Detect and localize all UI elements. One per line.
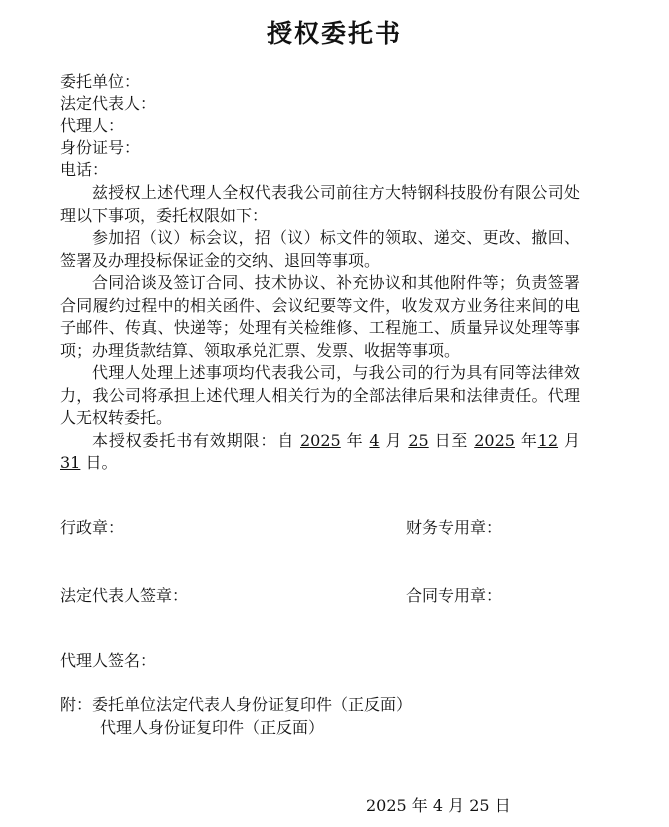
admin-seal-label: 行政章： xyxy=(60,518,125,537)
agent-field: 代理人： xyxy=(60,116,125,135)
id-number-field: 身份证号： xyxy=(60,138,141,157)
principal-field: 委托单位： xyxy=(60,72,141,91)
end-year: 2025 xyxy=(474,430,515,450)
legal-rep-field: 法定代表人： xyxy=(60,94,157,113)
start-month: 4 xyxy=(369,430,380,450)
phone-field: 电话： xyxy=(60,160,109,179)
document-title: 授权委托书 xyxy=(266,19,402,48)
attachment-line-2: 代理人身份证复印件（正反面） xyxy=(100,718,325,737)
end-day: 31 xyxy=(60,453,81,472)
end-month: 12 xyxy=(537,430,559,450)
contract-seal-label: 合同专用章： xyxy=(406,586,503,605)
body-text xyxy=(60,182,580,475)
attachment-line-1: 附：委托单位法定代表人身份证复印件（正反面） xyxy=(60,695,413,714)
paragraph-bidding: 参加招（议）标会议，招（议）标文件的领取、递交、更改、撤回、签署及办理投标保证金的交纳、退回等事项。 xyxy=(60,228,580,270)
start-year: 2025 xyxy=(300,430,341,450)
start-day: 25 xyxy=(408,430,429,450)
paragraph-authorization: 兹授权上述代理人全权代表我公司前往方大特钢科技股份有限公司处理以下事项，委托权限如下： xyxy=(60,183,580,225)
agent-signature-label: 代理人签名： xyxy=(60,651,157,670)
paragraph-legal-effect: 代理人处理上述事项均代表我公司，与我公司的行为具有同等法律效力，我公司将承担上述代理人相关行为的全部法律后果和法律责任。代理人无权转委托。 xyxy=(60,363,580,427)
finance-seal-label: 财务专用章： xyxy=(406,518,503,537)
legal-rep-signature-label: 法定代表人签章： xyxy=(60,586,189,605)
validity-period: 本授权委托书有效期限：自 2025 年 4 月 25 日至 2025 年12 月 31 日。 xyxy=(60,430,580,472)
document-date: 2025 年 4 月 25 日 xyxy=(366,796,511,815)
paragraph-contract: 合同洽谈及签订合同、技术协议、补充协议和其他附件等；负责签署合同履约过程中的相关函件、会议纪要等文件，收发双方业务往来间的电子邮件、传真、快递等；处理有关检维修、工程施工、质量异议处理等事项；办理货款结算、领取承兑汇票、发票、收据等事项。 xyxy=(60,273,580,360)
